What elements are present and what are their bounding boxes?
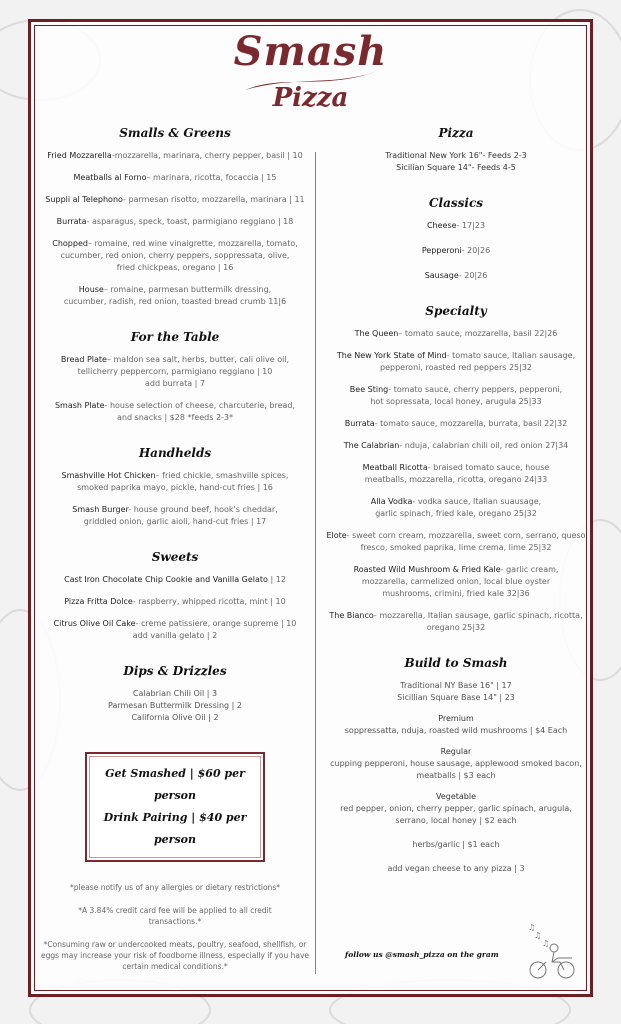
menu-item: Smash Burger- house ground beef, hook's cheddar, griddled onion, garlic aioli, hand-cut fries | 17 xyxy=(72,505,278,526)
section-title: Sweets xyxy=(151,550,199,564)
menu-item: Cheese- 17|23 xyxy=(426,221,486,230)
menu-item: Pepperoni- 20|26 xyxy=(421,246,491,255)
dip-item: Parmesan Buttermilk Dressing | 2 xyxy=(107,701,242,710)
section-title: Handhelds xyxy=(138,446,212,460)
section-title: Smalls & Greens xyxy=(119,126,231,140)
section-dips-drizzles xyxy=(35,664,315,724)
section-title: Pizza xyxy=(438,126,474,140)
menu-item: Meatball Ricotta- braised tomato sauce, house meatballs, mozzarella, ricotta, oregano 24|33 xyxy=(362,463,550,484)
section-specialty xyxy=(321,304,591,634)
pizza-size: Traditional New York 16"- Feeds 2-3 xyxy=(385,151,527,160)
menu-item: Burrata- asparagus, speck, toast, parmigiano reggiano | 18 xyxy=(56,217,294,226)
svg-text:♫: ♫ xyxy=(542,939,550,948)
section-handhelds xyxy=(35,446,315,528)
promo-box xyxy=(85,752,265,862)
menu-item: Suppli al Telephono- parmesan risotto, mozzarella, marinara | 11 xyxy=(45,195,305,204)
menu-item: House– romaine, parmesan buttermilk dressing, cucumber, radish, red onion, toasted bread crumb 11|6 xyxy=(63,285,287,306)
premium-label: Premium xyxy=(438,714,474,723)
section-for-the-table xyxy=(35,330,315,424)
menu-item: Smash Plate- house selection of cheese, charcuterie, bread, and snacks | $28 *feeds 2-3* xyxy=(54,401,296,422)
svg-text:♫: ♫ xyxy=(528,923,536,932)
base-option: Sicillian Square Base 14" | 23 xyxy=(397,693,515,702)
base-option: Traditional NY Base 16" | 17 xyxy=(400,681,512,690)
section-sweets xyxy=(35,550,315,642)
vegan-cheese: add vegan cheese to any pizza | 3 xyxy=(387,864,525,873)
menu-item: Bee Sting- tomato sauce, cherry peppers, pepperoni, hot sopressata, local honey, arugula 25|33 xyxy=(349,385,563,406)
menu-item: Burrata- tomato sauce, mozzarella, burrata, basil 22|32 xyxy=(344,419,568,428)
logo-pizza: Pizza xyxy=(272,83,349,113)
dip-item: Calabrian Chili Oil | 3 xyxy=(132,689,218,698)
menu-item: The Queen– tomato sauce, mozzarella, basil 22|26 xyxy=(354,329,558,338)
pizza-size: Sicilian Square 14"- Feeds 4-5 xyxy=(396,163,516,172)
menu-item: The New York State of Mind- tomato sauce, Italian sausage, pepperoni, roasted red peppers 25|32 xyxy=(336,351,576,372)
menu-item: Pizza Fritta Dolce- raspberry, whipped ricotta, mint | 10 xyxy=(64,597,286,606)
menu-item: The Bianco- mozzarella, Italian sausage, garlic spinach, ricotta, oregano 25|32 xyxy=(329,611,583,632)
delivery-biker-icon xyxy=(528,922,580,980)
vegetable-toppings: red pepper, onion, cherry pepper, garlic spinach, arugula, serrano, local honey | $2 each xyxy=(340,804,572,825)
allergy-note: *please notify us of any allergies or dietary restrictions* xyxy=(70,883,280,892)
column-divider xyxy=(315,152,316,974)
raw-food-warning: *Consuming raw or undercooked meats, poultry, seafood, shellfish, or eggs may increase your risk of foodborne illness, especially if you have certain medical conditions.* xyxy=(41,940,310,971)
instagram-follow: follow us @smash_pizza on the gram xyxy=(345,950,499,959)
section-build-to-smash xyxy=(321,656,591,875)
svg-text:♫: ♫ xyxy=(534,931,542,940)
premium-toppings: soppressatta, nduja, roasted wild mushrooms | $4 Each xyxy=(344,726,568,735)
credit-fee-note: *A 3.84% credit card fee will be applied to all credit transactions.* xyxy=(78,906,272,926)
vegetable-label: Vegetable xyxy=(435,792,477,801)
section-smalls-greens xyxy=(35,126,315,308)
menu-item: Roasted Wild Mushroom & Fried Kale- garlic cream, mozzarella, carmelized onion, local blue oyster mushrooms, crimini, fried kale 32|36 xyxy=(353,565,559,598)
menu-item: Meatballs al Forno– marinara, ricotta, focaccia | 15 xyxy=(73,173,277,182)
menu-item: The Calabrian- nduja, calabrian chili oil, red onion 27|34 xyxy=(343,441,569,450)
menu-item: Citrus Olive Oil Cake- creme patissiere, orange supreme | 10 add vanilla gelato | 2 xyxy=(53,619,297,640)
section-title: Build to Smash xyxy=(404,656,508,670)
promo-drink-pairing: Drink Pairing | $40 per person xyxy=(103,811,247,846)
promo-get-smashed: Get Smashed | $60 per person xyxy=(105,767,245,802)
menu-item: Smashville Hot Chicken– fried chickie, smashville spices, smoked paprika mayo, pickle, hand-cut fries | 16 xyxy=(61,471,289,492)
menu-frame xyxy=(28,19,593,997)
right-column xyxy=(321,126,591,881)
menu-item: Chopped– romaine, red wine vinaigrette, mozzarella, tomato, cucumber, red onion, cherry peppers, soppressata, olive, fried chickpeas, oregano | 16 xyxy=(52,239,298,272)
section-title: Classics xyxy=(428,196,484,210)
left-column xyxy=(35,126,315,984)
section-title: Dips & Drizzles xyxy=(123,664,227,678)
regular-toppings: cupping pepperoni, house sausage, applewood smoked bacon, meatballs | $3 each xyxy=(330,759,582,780)
menu-item: Bread Plate– maldon sea salt, herbs, butter, cali olive oil, tellicherry peppercorn, parmigiano reggiano | 10 add burrata | 7 xyxy=(60,355,290,388)
section-title: Specialty xyxy=(425,304,487,318)
section-title: For the Table xyxy=(130,330,220,344)
regular-label: Regular xyxy=(440,747,472,756)
menu-item: Alla Vodka- vodka sauce, Italian suausage, garlic spinach, fried kale, oregano 25|32 xyxy=(370,497,542,518)
logo-swoosh xyxy=(243,70,378,92)
menu-item: Sausage- 20|26 xyxy=(424,271,488,280)
section-classics xyxy=(321,196,591,282)
section-pizza xyxy=(321,126,591,174)
herbs-toppings: herbs/garlic | $1 each xyxy=(412,840,500,849)
menu-item: Cast Iron Chocolate Chip Cookie and Vanilla Gelato | 12 xyxy=(64,575,286,584)
menu-item: Fried Mozzarella-mozzarella, marinara, cherry pepper, basil | 10 xyxy=(47,151,303,160)
dip-item: California Olive Oil | 2 xyxy=(131,713,219,722)
logo-smash: Smash xyxy=(233,28,388,75)
menu-item: Elote- sweet corn cream, mozzarella, sweet corn, serrano, queso fresco, smoked paprika, lime crema, lime 25|32 xyxy=(326,531,586,552)
